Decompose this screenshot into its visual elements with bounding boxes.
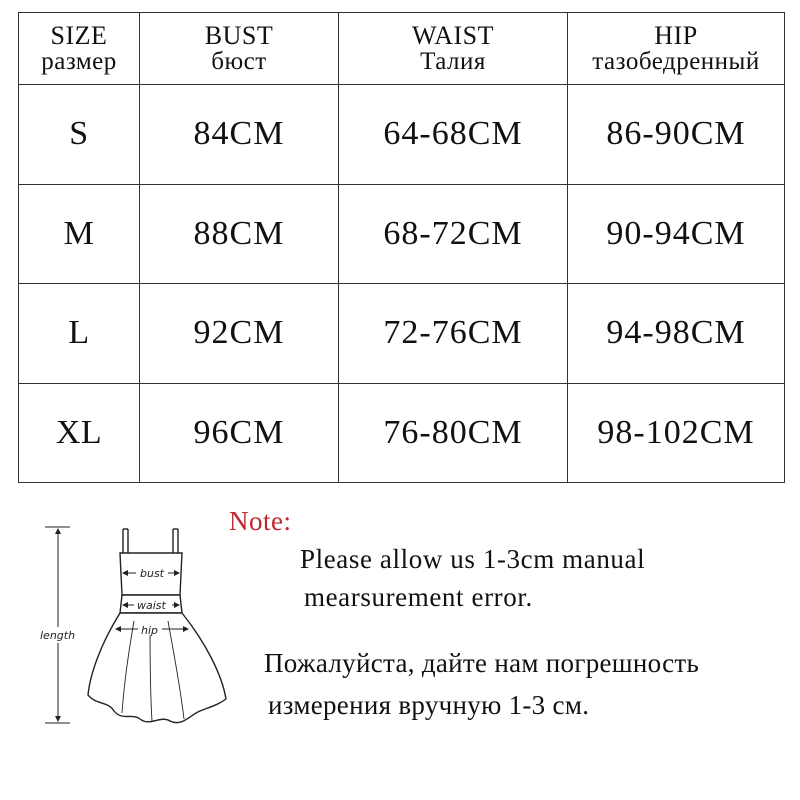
header-waist — [339, 13, 568, 85]
note-title: Note: — [229, 506, 292, 536]
waist-cell: 76-80CM — [339, 383, 568, 483]
hip-cell: 98-102CM — [568, 383, 785, 483]
length-measure-line — [36, 527, 82, 723]
note-russian — [264, 642, 794, 726]
dress-measurement-diagram — [30, 515, 240, 785]
bust-cell: 92CM — [140, 284, 339, 384]
bust-cell: 96CM — [140, 383, 339, 483]
table-row — [19, 383, 785, 483]
note-ru-line-2: измерения вручную 1-3 см. — [268, 690, 590, 720]
bust-cell: 88CM — [140, 184, 339, 284]
header-size-en: SIZE — [50, 20, 108, 50]
waist-label: waist — [137, 599, 166, 612]
waist-cell: 64-68CM — [339, 85, 568, 185]
hip-cell: 94-98CM — [568, 284, 785, 384]
table-header-row — [19, 13, 785, 85]
note-en-line-1: Please allow us 1-3cm manual — [300, 544, 646, 574]
table-row — [19, 85, 785, 185]
note-ru-line-1: Пожалуйста, дайте нам погрешность — [264, 648, 700, 678]
header-waist-ru: Талия — [420, 47, 486, 75]
bust-label: bust — [140, 567, 164, 580]
table-row — [19, 284, 785, 384]
length-label: length — [40, 629, 76, 642]
bust-cell: 84CM — [140, 85, 339, 185]
header-size — [19, 13, 140, 85]
dress-illustration — [30, 515, 240, 785]
header-waist-en: WAIST — [412, 20, 494, 50]
header-hip-en: HIP — [654, 20, 698, 50]
hip-cell: 86-90CM — [568, 85, 785, 185]
header-hip-ru: тазобедренный — [592, 47, 760, 75]
size-cell: S — [19, 85, 140, 185]
size-chart-table — [18, 12, 785, 483]
header-hip — [568, 13, 785, 85]
hip-label: hip — [141, 624, 159, 637]
header-bust — [140, 13, 339, 85]
note-en-line-2: mearsurement error. — [304, 582, 533, 612]
note-english — [300, 540, 780, 616]
header-size-ru: размер — [41, 47, 117, 75]
header-bust-en: BUST — [204, 20, 274, 50]
size-cell: XL — [19, 383, 140, 483]
header-bust-ru: бюст — [211, 47, 267, 75]
size-cell: L — [19, 284, 140, 384]
waist-cell: 72-76CM — [339, 284, 568, 384]
hip-cell: 90-94CM — [568, 184, 785, 284]
table-row — [19, 184, 785, 284]
waist-cell: 68-72CM — [339, 184, 568, 284]
size-cell: M — [19, 184, 140, 284]
